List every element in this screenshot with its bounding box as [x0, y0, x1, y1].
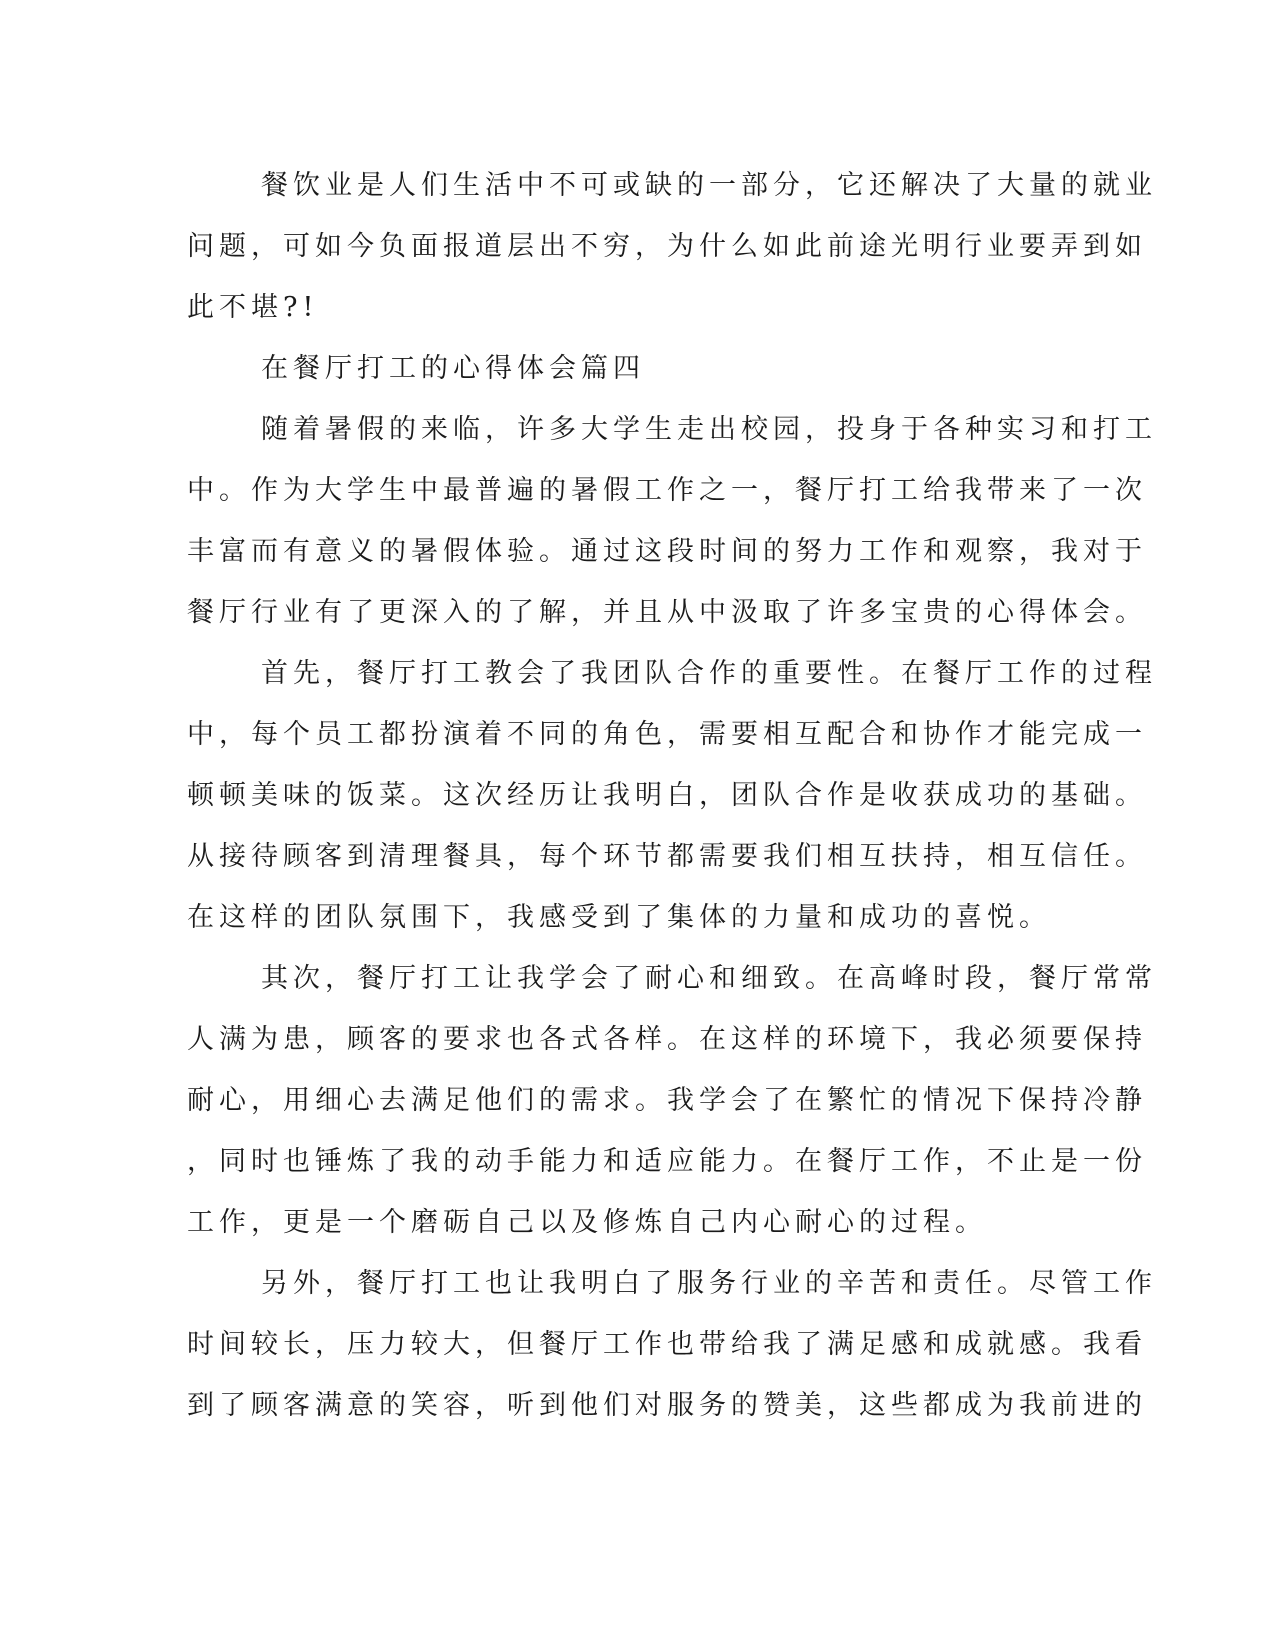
text-line: 中。作为大学生中最普遍的暑假工作之一，餐厅打工给我带来了一次 [187, 475, 1147, 506]
text-line: 问题，可如今负面报道层出不穷，为什么如此前途光明行业要弄到如 [187, 231, 1147, 262]
text-line: 餐饮业是人们生活中不可或缺的一部分，它还解决了大量的就业 [261, 170, 1157, 201]
text-line: 餐厅行业有了更深入的了解，并且从中汲取了许多宝贵的心得体会。 [187, 597, 1147, 628]
text-line: 首先，餐厅打工教会了我团队合作的重要性。在餐厅工作的过程 [261, 658, 1157, 689]
document-body [187, 155, 1157, 1436]
text-line: 从接待顾客到清理餐具，每个环节都需要我们相互扶持，相互信任。 [187, 841, 1147, 872]
text-line: 其次，餐厅打工让我学会了耐心和细致。在高峰时段，餐厅常常 [261, 963, 1157, 994]
paragraph-intro [187, 155, 1157, 338]
text-line: 时间较长，压力较大，但餐厅工作也带给我了满足感和成就感。我看 [187, 1329, 1147, 1360]
paragraph-1 [187, 399, 1157, 643]
text-line: 另外，餐厅打工也让我明白了服务行业的辛苦和责任。尽管工作 [261, 1268, 1157, 1299]
paragraph-3 [187, 948, 1157, 1253]
paragraph-4 [187, 1253, 1157, 1436]
text-line: 工作，更是一个磨砺自己以及修炼自己内心耐心的过程。 [187, 1207, 987, 1238]
text-line: 丰富而有意义的暑假体验。通过这段时间的努力工作和观察，我对于 [187, 536, 1147, 567]
text-line: 人满为患，顾客的要求也各式各样。在这样的环境下，我必须要保持 [187, 1024, 1147, 1055]
text-line: 在这样的团队氛围下，我感受到了集体的力量和成功的喜悦。 [187, 902, 1051, 933]
text-line: 此不堪?! [187, 292, 319, 323]
text-line: 耐心，用细心去满足他们的需求。我学会了在繁忙的情况下保持冷静 [187, 1085, 1147, 1116]
text-line: 到了顾客满意的笑容，听到他们对服务的赞美，这些都成为我前进的 [187, 1390, 1147, 1421]
section-heading [187, 338, 1067, 399]
paragraph-2 [187, 643, 1157, 948]
text-line: ，同时也锤炼了我的动手能力和适应能力。在餐厅工作，不止是一份 [187, 1146, 1147, 1177]
text-line: 顿顿美味的饭菜。这次经历让我明白，团队合作是收获成功的基础。 [187, 780, 1147, 811]
heading-line: 在餐厅打工的心得体会篇四 [261, 353, 645, 384]
text-line: 随着暑假的来临，许多大学生走出校园，投身于各种实习和打工 [261, 414, 1157, 445]
text-line: 中，每个员工都扮演着不同的角色，需要相互配合和协作才能完成一 [187, 719, 1147, 750]
